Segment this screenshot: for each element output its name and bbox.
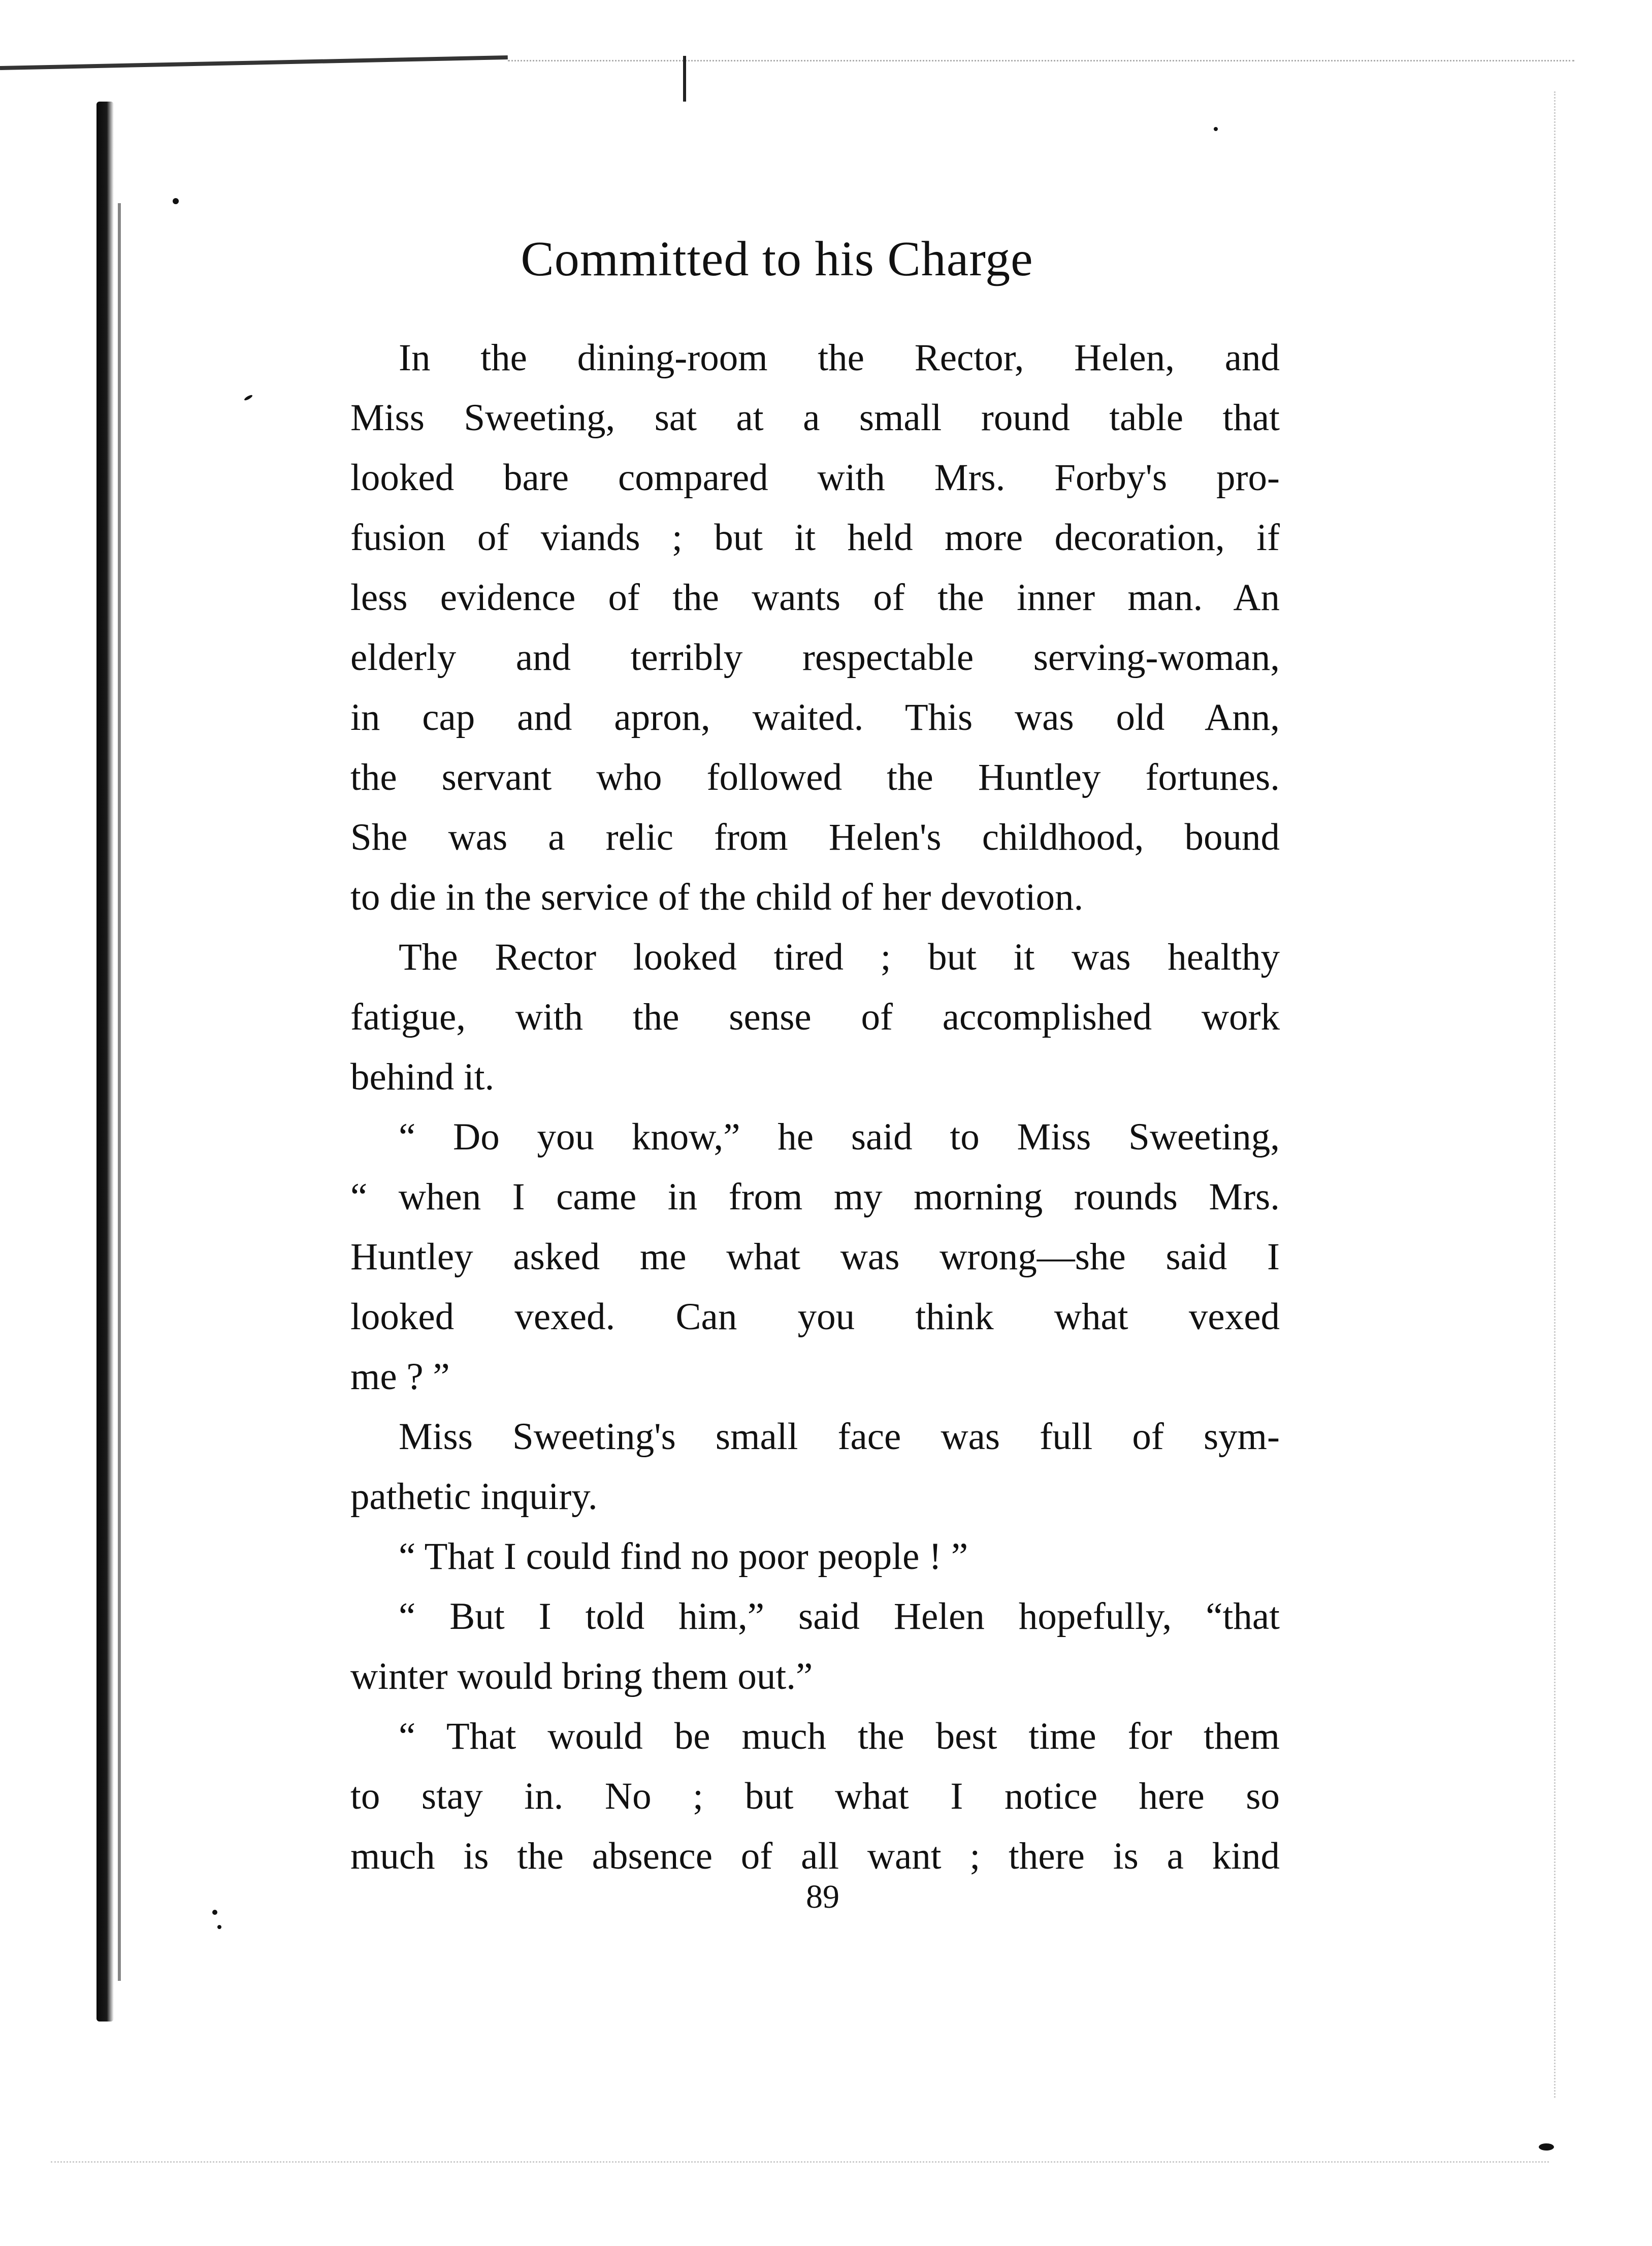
scan-edge-left-inner	[118, 203, 121, 1981]
text-line: less evidence of the wants of the inner man. An	[350, 576, 1280, 619]
scan-edge-right	[1552, 91, 1556, 2098]
text-line: She was a relic from Helen's childhood, bound	[350, 816, 1280, 858]
text-line: behind it.	[350, 1056, 495, 1098]
text-line: to die in the service of the child of her devotion.	[350, 876, 1084, 918]
text-line: to stay in. No ; but what I notice here so	[350, 1775, 1280, 1817]
text-line: looked vexed. Can you think what vexed	[350, 1296, 1280, 1338]
scan-speck	[1539, 2143, 1554, 2151]
text-line: the servant who followed the Huntley fortunes.	[350, 756, 1280, 798]
scan-mark-top	[683, 56, 686, 102]
page-number: 89	[806, 1878, 839, 1915]
scan-edge-bottom	[51, 2161, 1549, 2164]
body-text	[350, 328, 1280, 1886]
text-line: “ That I could find no poor people ! ”	[399, 1535, 968, 1578]
text-line: looked bare compared with Mrs. Forby's pro-	[350, 457, 1280, 499]
text-line: much is the absence of all want ; there is a kind	[350, 1835, 1280, 1877]
text-line: “ when I came in from my morning rounds Mrs.	[350, 1176, 1280, 1218]
scan-speck	[217, 1925, 221, 1929]
scan-speck	[1214, 127, 1218, 131]
text-line: Miss Sweeting, sat at a small round table that	[350, 397, 1280, 439]
text-line: fatigue, with the sense of accomplished work	[350, 996, 1280, 1038]
text-line: “ But I told him,” said Helen hopefully, “that	[399, 1595, 1280, 1638]
text-line: me ? ”	[350, 1356, 450, 1398]
text-line: “ Do you know,” he said to Miss Sweeting,	[399, 1116, 1280, 1158]
scan-edge-left	[96, 102, 114, 2022]
text-line: The Rector looked tired ; but it was healthy	[399, 936, 1280, 978]
text-line: in cap and apron, waited. This was old Ann,	[350, 696, 1280, 739]
text-line: Huntley asked me what was wrong—she said I	[350, 1236, 1280, 1278]
text-line: “ That would be much the best time for them	[399, 1715, 1280, 1757]
scan-edge-top-faint	[508, 60, 1574, 63]
text-line: elderly and terribly respectable serving-woman,	[350, 636, 1280, 679]
chapter-title: Committed to his Charge	[521, 232, 1033, 286]
scan-speck	[244, 394, 253, 401]
scan-speck	[173, 198, 179, 204]
scan-edge-top	[0, 55, 508, 70]
text-line: fusion of viands ; but it held more decoration, if	[350, 517, 1280, 559]
text-line: Miss Sweeting's small face was full of sym-	[399, 1416, 1280, 1458]
text-line: In the dining-room the Rector, Helen, and	[399, 337, 1280, 379]
text-line: pathetic inquiry.	[350, 1475, 598, 1518]
text-line: winter would bring them out.”	[350, 1655, 813, 1697]
scan-speck	[212, 1910, 217, 1915]
